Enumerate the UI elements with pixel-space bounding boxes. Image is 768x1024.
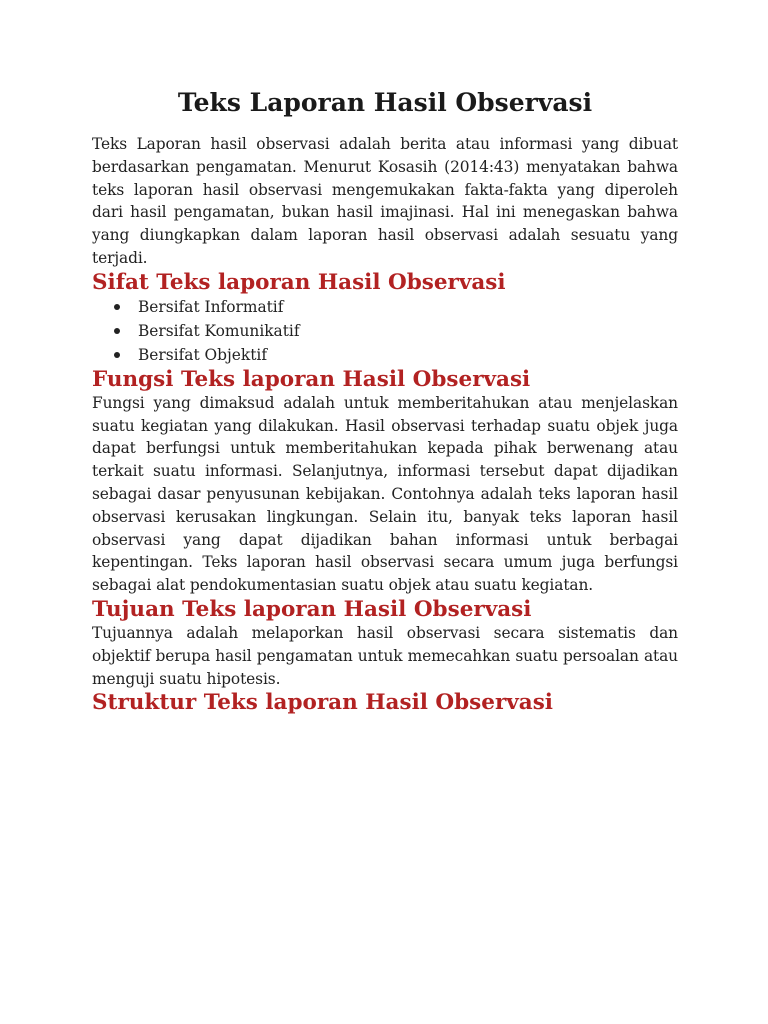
- list-item-label: Bersifat Objektif: [138, 345, 268, 364]
- list-item: [92, 295, 678, 319]
- sifat-list: [92, 295, 678, 367]
- bullet-icon: [114, 304, 120, 310]
- tujuan-paragraph: Tujuannya adalah melaporkan hasil observasi secara sistematis dan objektif berupa hasil pengamatan untuk memecahkan suatu persoalan atau menguji suatu hipotesis.: [92, 623, 678, 688]
- bullet-icon: [114, 328, 120, 334]
- bullet-icon: [114, 352, 120, 358]
- list-item-label: Bersifat Komunikatif: [138, 321, 300, 340]
- struktur-heading: Struktur Teks laporan Hasil Observasi: [92, 690, 553, 716]
- list-item-label: Bersifat Informatif: [138, 297, 284, 316]
- list-item: [92, 319, 678, 343]
- intro-paragraph: Teks Laporan hasil observasi adalah berita atau informasi yang dibuat berdasarkan pengamatan. Menurut Kosasih (2014:43) menyatakan bahwa teks laporan hasil observasi mengemukakan fakta-fakta yang diperoleh dari hasil pengamatan, bukan hasil imajinasi. Hal ini menegaskan bahwa yang diungkapkan dalam laporan hasil observasi adalah sesuatu yang terjadi.: [92, 135, 678, 267]
- tujuan-heading: Tujuan Teks laporan Hasil Observasi: [92, 596, 532, 622]
- sifat-heading: Sifat Teks laporan Hasil Observasi: [92, 269, 506, 295]
- document-page: [92, 88, 678, 715]
- fungsi-paragraph: Fungsi yang dimaksud adalah untuk memberitahukan atau menjelaskan suatu kegiatan yang dilakukan. Hasil observasi terhadap suatu objek juga dapat berfungsi untuk memberitahukan kepada pihak berwenang atau terkait suatu informasi. Selanjutnya, informasi tersebut dapat dijadikan sebagai dasar penyusunan kebijakan. Contohnya adalah teks laporan hasil observasi kerusakan lingkungan. Selain itu, banyak teks laporan hasil observasi yang dapat dijadikan bahan informasi untuk berbagai kepentingan. Teks laporan hasil observasi secara umum juga berfungsi sebagai alat pendokumentasian suatu objek atau suatu kegiatan.: [92, 393, 678, 595]
- list-item: [92, 343, 678, 367]
- document-title: Teks Laporan Hasil Observasi: [177, 88, 593, 117]
- fungsi-heading: Fungsi Teks laporan Hasil Observasi: [92, 366, 531, 392]
